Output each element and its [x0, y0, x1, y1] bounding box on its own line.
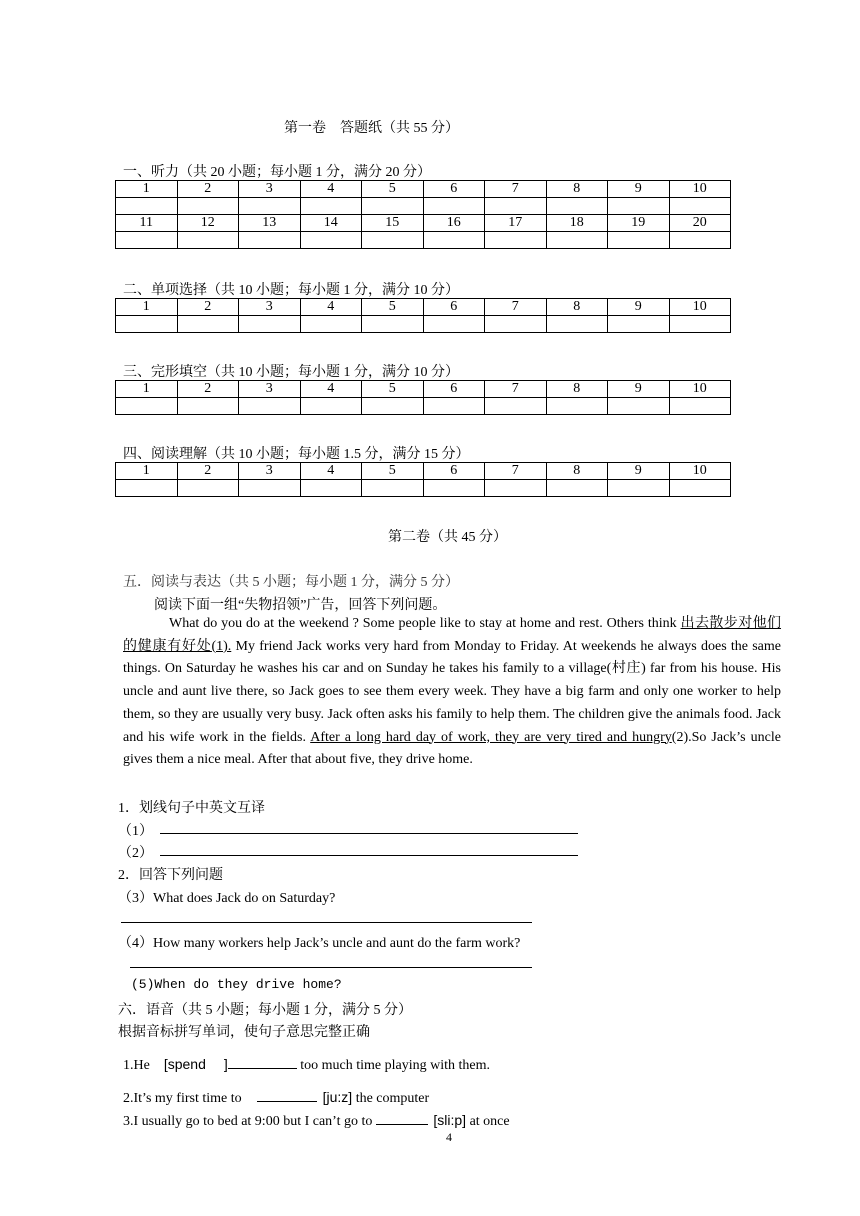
number-cell: 8 — [546, 299, 608, 316]
number-cell: 10 — [669, 381, 731, 398]
phonetic-1-close: ] — [223, 1056, 228, 1072]
number-cell: 15 — [362, 215, 424, 232]
number-cell: 20 — [669, 215, 731, 232]
q2-heading: 2．回答下列问题 — [118, 868, 223, 883]
blank-2[interactable] — [257, 1089, 317, 1102]
answer-cell[interactable] — [300, 232, 362, 249]
question-4: （4）How many workers help Jack’s uncle and aunt do the farm work? — [118, 936, 521, 951]
answer-line-3[interactable] — [121, 922, 532, 923]
passage-text: So Jack’s uncle gives them a nice meal. After that about five, they drive home. — [123, 729, 781, 768]
number-cell: 2 — [177, 299, 239, 316]
sentence-2-end: the computer — [352, 1091, 430, 1106]
answer-cell[interactable] — [608, 398, 670, 415]
answer-cell[interactable] — [546, 480, 608, 497]
reading-passage — [123, 613, 781, 772]
number-row — [116, 381, 731, 398]
number-cell: 5 — [362, 299, 424, 316]
answer-row[interactable] — [116, 198, 731, 215]
answer-cell[interactable] — [300, 198, 362, 215]
answer-line-1[interactable] — [160, 833, 578, 834]
number-cell: 9 — [608, 181, 670, 198]
sentence-3 — [123, 1112, 510, 1130]
section-reading-heading: 四、阅读理解（共 10 小题；每小题 1.5 分，满分 15 分） — [123, 447, 470, 462]
sentence-3-start: 3.I usually go to bed at 9:00 but I can’t go to — [123, 1114, 373, 1129]
answer-cell[interactable] — [300, 480, 362, 497]
answer-cell[interactable] — [485, 316, 547, 333]
question-5: (5)When do they drive home? — [131, 977, 342, 992]
phonetic-1: [spend — [163, 1056, 206, 1072]
number-cell: 6 — [423, 299, 485, 316]
number-cell: 9 — [608, 381, 670, 398]
number-cell: 3 — [239, 299, 301, 316]
number-cell: 3 — [239, 181, 301, 198]
answer-cell[interactable] — [608, 316, 670, 333]
number-cell: 3 — [239, 381, 301, 398]
answer-cell[interactable] — [485, 198, 547, 215]
answer-cell[interactable] — [423, 232, 485, 249]
number-cell: 13 — [239, 215, 301, 232]
answer-row[interactable] — [116, 480, 731, 497]
number-cell: 5 — [362, 381, 424, 398]
number-row — [116, 181, 731, 198]
number-row — [116, 463, 731, 480]
part1-title: 第一卷 答题纸（共 55 分） — [284, 121, 459, 136]
section-single-choice-heading: 二、单项选择（共 10 小题；每小题 1 分，满分 10 分） — [123, 283, 459, 298]
answer-cell[interactable] — [546, 198, 608, 215]
number-cell: 8 — [546, 463, 608, 480]
underlined-sentence-1: 出去散步对他们的健康有好处 — [123, 616, 782, 654]
q1-label-2: （2） — [118, 846, 153, 861]
number-cell: 8 — [546, 381, 608, 398]
answer-cell[interactable] — [300, 316, 362, 333]
number-cell: 7 — [485, 299, 547, 316]
underlined-sentence-2: After a long hard day of work, they are very tired and hungry — [310, 729, 672, 745]
passage-paragraph — [123, 613, 781, 772]
answer-cell[interactable] — [485, 398, 547, 415]
number-cell: 1 — [116, 381, 178, 398]
number-cell: 12 — [177, 215, 239, 232]
number-cell: 1 — [116, 463, 178, 480]
answer-cell[interactable] — [608, 480, 670, 497]
answer-cell[interactable] — [239, 198, 301, 215]
answer-cell[interactable] — [177, 316, 239, 333]
answer-cell[interactable] — [300, 398, 362, 415]
answer-cell[interactable] — [116, 198, 178, 215]
passage-text: My friend Jack works very hard from Monday to Friday. At weekends he always does the same things. On Saturday he washes his car and on Sunday he takes his family to a village(村庄) far from his house. His uncle and aunt live there, so Jack goes to see them every week. They have a big farm and only one worker to help them, so they are usually very busy. Jack often asks his family to help them. The children give the animals food. Jack and his wife work in the fields. — [123, 638, 782, 745]
number-cell: 10 — [669, 299, 731, 316]
answer-row[interactable] — [116, 316, 731, 333]
number-cell: 7 — [485, 181, 547, 198]
answer-cell[interactable] — [177, 398, 239, 415]
answer-cell[interactable] — [362, 480, 424, 497]
answer-row[interactable] — [116, 232, 731, 249]
number-cell: 7 — [485, 463, 547, 480]
answer-cell[interactable] — [177, 198, 239, 215]
answer-cell[interactable] — [362, 316, 424, 333]
answer-cell[interactable] — [423, 480, 485, 497]
answer-cell[interactable] — [116, 480, 178, 497]
phonetic-2: [ju:z] — [322, 1089, 353, 1105]
marker-1: (1). — [211, 638, 232, 654]
number-cell: 6 — [423, 463, 485, 480]
number-cell: 5 — [362, 181, 424, 198]
number-cell: 16 — [423, 215, 485, 232]
number-cell: 1 — [116, 299, 178, 316]
sentence-2-start: 2.It’s my first time to — [123, 1091, 242, 1106]
answer-cell[interactable] — [239, 480, 301, 497]
number-cell: 18 — [546, 215, 608, 232]
number-cell: 9 — [608, 299, 670, 316]
answer-cell[interactable] — [362, 198, 424, 215]
section6-instruction: 根据音标拼写单词，使句子意思完整正确 — [118, 1025, 370, 1040]
answer-cell[interactable] — [669, 198, 731, 215]
answer-cell[interactable] — [669, 398, 731, 415]
blank-1[interactable] — [228, 1056, 297, 1069]
answer-line-4[interactable] — [130, 967, 532, 968]
number-cell: 4 — [300, 381, 362, 398]
number-cell: 14 — [300, 215, 362, 232]
answer-cell[interactable] — [239, 316, 301, 333]
listening-answer-grid — [115, 180, 731, 249]
number-cell: 6 — [423, 181, 485, 198]
number-cell: 10 — [669, 181, 731, 198]
section5-instruction: 阅读下面一组“失物招领”广告，回答下列问题。 — [154, 598, 447, 613]
answer-cell[interactable] — [546, 316, 608, 333]
number-cell: 4 — [300, 299, 362, 316]
sentence-1-end: too much time playing with them. — [296, 1058, 491, 1073]
answer-cell[interactable] — [239, 232, 301, 249]
section-cloze-heading: 三、完形填空（共 10 小题；每小题 1 分，满分 10 分） — [123, 365, 459, 380]
answer-cell[interactable] — [669, 232, 731, 249]
number-cell: 19 — [608, 215, 670, 232]
marker-2: (2). — [671, 729, 692, 745]
section5-heading: 五．阅读与表达（共 5 小题；每小题 1 分，满分 5 分） — [123, 575, 459, 590]
answer-row[interactable] — [116, 398, 731, 415]
answer-cell[interactable] — [485, 232, 547, 249]
phonetic-3: [sli:p] — [433, 1112, 467, 1128]
number-cell: 11 — [116, 215, 178, 232]
number-cell: 6 — [423, 381, 485, 398]
answer-cell[interactable] — [116, 232, 178, 249]
number-cell: 2 — [177, 181, 239, 198]
q1-heading: 1．划线句子中英文互译 — [118, 801, 265, 816]
number-cell: 2 — [177, 381, 239, 398]
answer-cell[interactable] — [546, 398, 608, 415]
answer-cell[interactable] — [239, 398, 301, 415]
number-cell: 2 — [177, 463, 239, 480]
answer-cell[interactable] — [177, 232, 239, 249]
number-cell: 4 — [300, 463, 362, 480]
answer-cell[interactable] — [669, 316, 731, 333]
number-cell: 8 — [546, 181, 608, 198]
answer-line-2[interactable] — [160, 855, 578, 856]
answer-cell[interactable] — [546, 232, 608, 249]
q1-label-1: （1） — [118, 824, 153, 839]
number-cell: 10 — [669, 463, 731, 480]
sentence-3-end: at once — [466, 1114, 510, 1129]
page-number: 4 — [446, 1130, 452, 1144]
section6-heading: 六．语音（共 5 小题；每小题 1 分，满分 5 分） — [118, 1003, 412, 1018]
cloze-answer-grid — [115, 380, 731, 415]
sentence-1-start: 1.He — [123, 1058, 150, 1073]
part2-title: 第二卷（共 45 分） — [388, 530, 507, 545]
number-row — [116, 215, 731, 232]
answer-cell[interactable] — [116, 316, 178, 333]
answer-cell[interactable] — [423, 398, 485, 415]
answer-cell[interactable] — [362, 398, 424, 415]
number-cell: 7 — [485, 381, 547, 398]
answer-cell[interactable] — [608, 198, 670, 215]
answer-cell[interactable] — [669, 480, 731, 497]
answer-cell[interactable] — [423, 198, 485, 215]
number-cell: 4 — [300, 181, 362, 198]
question-3: （3）What does Jack do on Saturday? — [118, 891, 336, 906]
section-listening-heading: 一、听力（共 20 小题；每小题 1 分，满分 20 分） — [123, 165, 431, 180]
answer-cell[interactable] — [608, 232, 670, 249]
passage-text: What do you do at the weekend ? Some people like to stay at home and rest. Others think — [169, 616, 681, 631]
number-cell: 1 — [116, 181, 178, 198]
sentence-2 — [123, 1089, 429, 1107]
number-cell: 17 — [485, 215, 547, 232]
number-cell: 9 — [608, 463, 670, 480]
blank-3[interactable] — [376, 1112, 428, 1125]
answer-cell[interactable] — [177, 480, 239, 497]
answer-cell[interactable] — [485, 480, 547, 497]
single-choice-answer-grid — [115, 298, 731, 333]
number-cell: 5 — [362, 463, 424, 480]
reading-answer-grid — [115, 462, 731, 497]
number-row — [116, 299, 731, 316]
answer-cell[interactable] — [362, 232, 424, 249]
sentence-1 — [123, 1056, 490, 1074]
answer-cell[interactable] — [423, 316, 485, 333]
answer-cell[interactable] — [116, 398, 178, 415]
number-cell: 3 — [239, 463, 301, 480]
